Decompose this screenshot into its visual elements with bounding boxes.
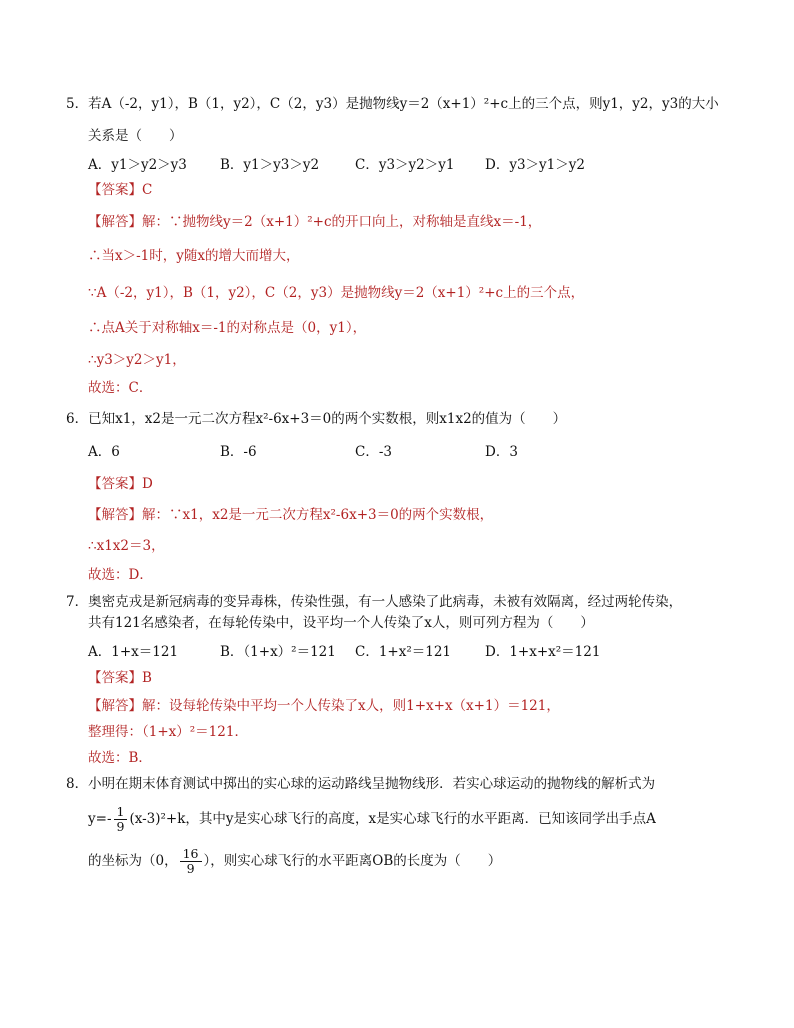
q8-formula-suffix: (x-3)²+k，其中y是实心球飞行的高度，x是实心球飞行的水平距离．已知该同学出手点A: [129, 811, 656, 827]
q6-stem: 6．已知x1，x2是一元二次方程x²-6x+3＝0的两个实数根，则x1x2的值为（ ）: [66, 411, 567, 427]
q8-stem-line3: [88, 846, 501, 876]
q6-analysis-line1: 【解答】解：∵x1，x2是一元二次方程x²-6x+3＝0的两个实数根，: [88, 507, 494, 523]
q5-analysis-line5: ∴y3＞y2＞y1，: [88, 352, 186, 368]
q5-stem-line2: 关系是（ ）: [88, 128, 183, 144]
q5-analysis-line4: ∴点A关于对称轴x＝-1的对称点是（0，y1），: [88, 320, 367, 336]
q8-fraction2-denominator: 9: [186, 861, 195, 876]
q5-answer: 【答案】C: [88, 182, 153, 198]
q6-option-b: B．-6: [220, 444, 257, 460]
q7-stem-line2: 共有121名感染者，在每轮传染中，设平均一个人传染了x人，则可列方程为（ ）: [88, 615, 594, 631]
q5-analysis-line6: 故选：C．: [88, 380, 153, 396]
q7-analysis-line1: 【解答】解：设每轮传染中平均一个人传染了x人，则1+x+x（x+1）＝121，: [88, 698, 560, 714]
q8-fraction2-numerator: 16: [180, 847, 202, 862]
q6-answer: 【答案】D: [88, 476, 153, 492]
q6-option-a: A．6: [88, 444, 120, 460]
q7-option-a: A．1+x＝121: [88, 644, 179, 660]
q8-fraction1-numerator: 1: [114, 805, 128, 820]
q8-fraction-sixteen-ninths: [180, 847, 202, 876]
q7-analysis-line3: 故选：B．: [88, 750, 152, 766]
q5-option-c: C．y3＞y2＞y1: [355, 157, 455, 173]
q6-option-c: C．-3: [355, 444, 392, 460]
q7-answer: 【答案】B: [88, 670, 152, 686]
q7-option-d: D．1+x+x²＝121: [485, 644, 601, 660]
q5-option-d: D．y3＞y1＞y2: [485, 157, 585, 173]
q8-coordinate-prefix: 的坐标为（0，: [88, 853, 178, 869]
q6-analysis-line2: ∴x1x2＝3，: [88, 538, 165, 554]
q7-analysis-line2: 整理得：（1+x）²＝121．: [88, 724, 248, 740]
q5-option-b: B．y1＞y3＞y2: [220, 157, 320, 173]
q7-option-b: B．（1+x）²＝121: [220, 644, 336, 660]
q8-coordinate-suffix: ），则实心球飞行的水平距离OB的长度为（ ）: [203, 853, 502, 869]
q8-stem-line2: [88, 804, 656, 834]
q6-analysis-line3: 故选：D．: [88, 567, 153, 583]
q8-stem-line1: 8．小明在期末体育测试中掷出的实心球的运动路线呈抛物线形．若实心球运动的抛物线的解析式为: [66, 776, 656, 792]
q8-fraction-one-ninth: [114, 805, 128, 834]
q5-analysis-line1: 【解答】解：∵抛物线y＝2（x+1）²+c的开口向上，对称轴是直线x＝-1，: [88, 214, 542, 230]
q8-formula-prefix: y=-: [88, 811, 112, 827]
q6-option-d: D．3: [485, 444, 518, 460]
q5-option-a: A．y1＞y2＞y3: [88, 157, 187, 173]
q8-fraction1-denominator: 9: [116, 819, 125, 834]
q7-option-c: C．1+x²＝121: [355, 644, 452, 660]
q7-stem-line1: 7．奥密克戎是新冠病毒的变异毒株，传染性强，有一人感染了此病毒，未被有效隔离，经过两轮传染，: [66, 594, 683, 610]
q5-analysis-line3: ∵A（-2，y1），B（1，y2），C（2，y3）是抛物线y＝2（x+1）²+c上的三个点，: [88, 285, 585, 301]
q5-analysis-line2: ∴当x＞-1时，y随x的增大而增大，: [88, 248, 300, 264]
q5-stem-line1: 5．若A（-2，y1），B（1，y2），C（2，y3）是抛物线y＝2（x+1）²+c上的三个点，则y1，y2，y3的大小: [66, 96, 719, 112]
